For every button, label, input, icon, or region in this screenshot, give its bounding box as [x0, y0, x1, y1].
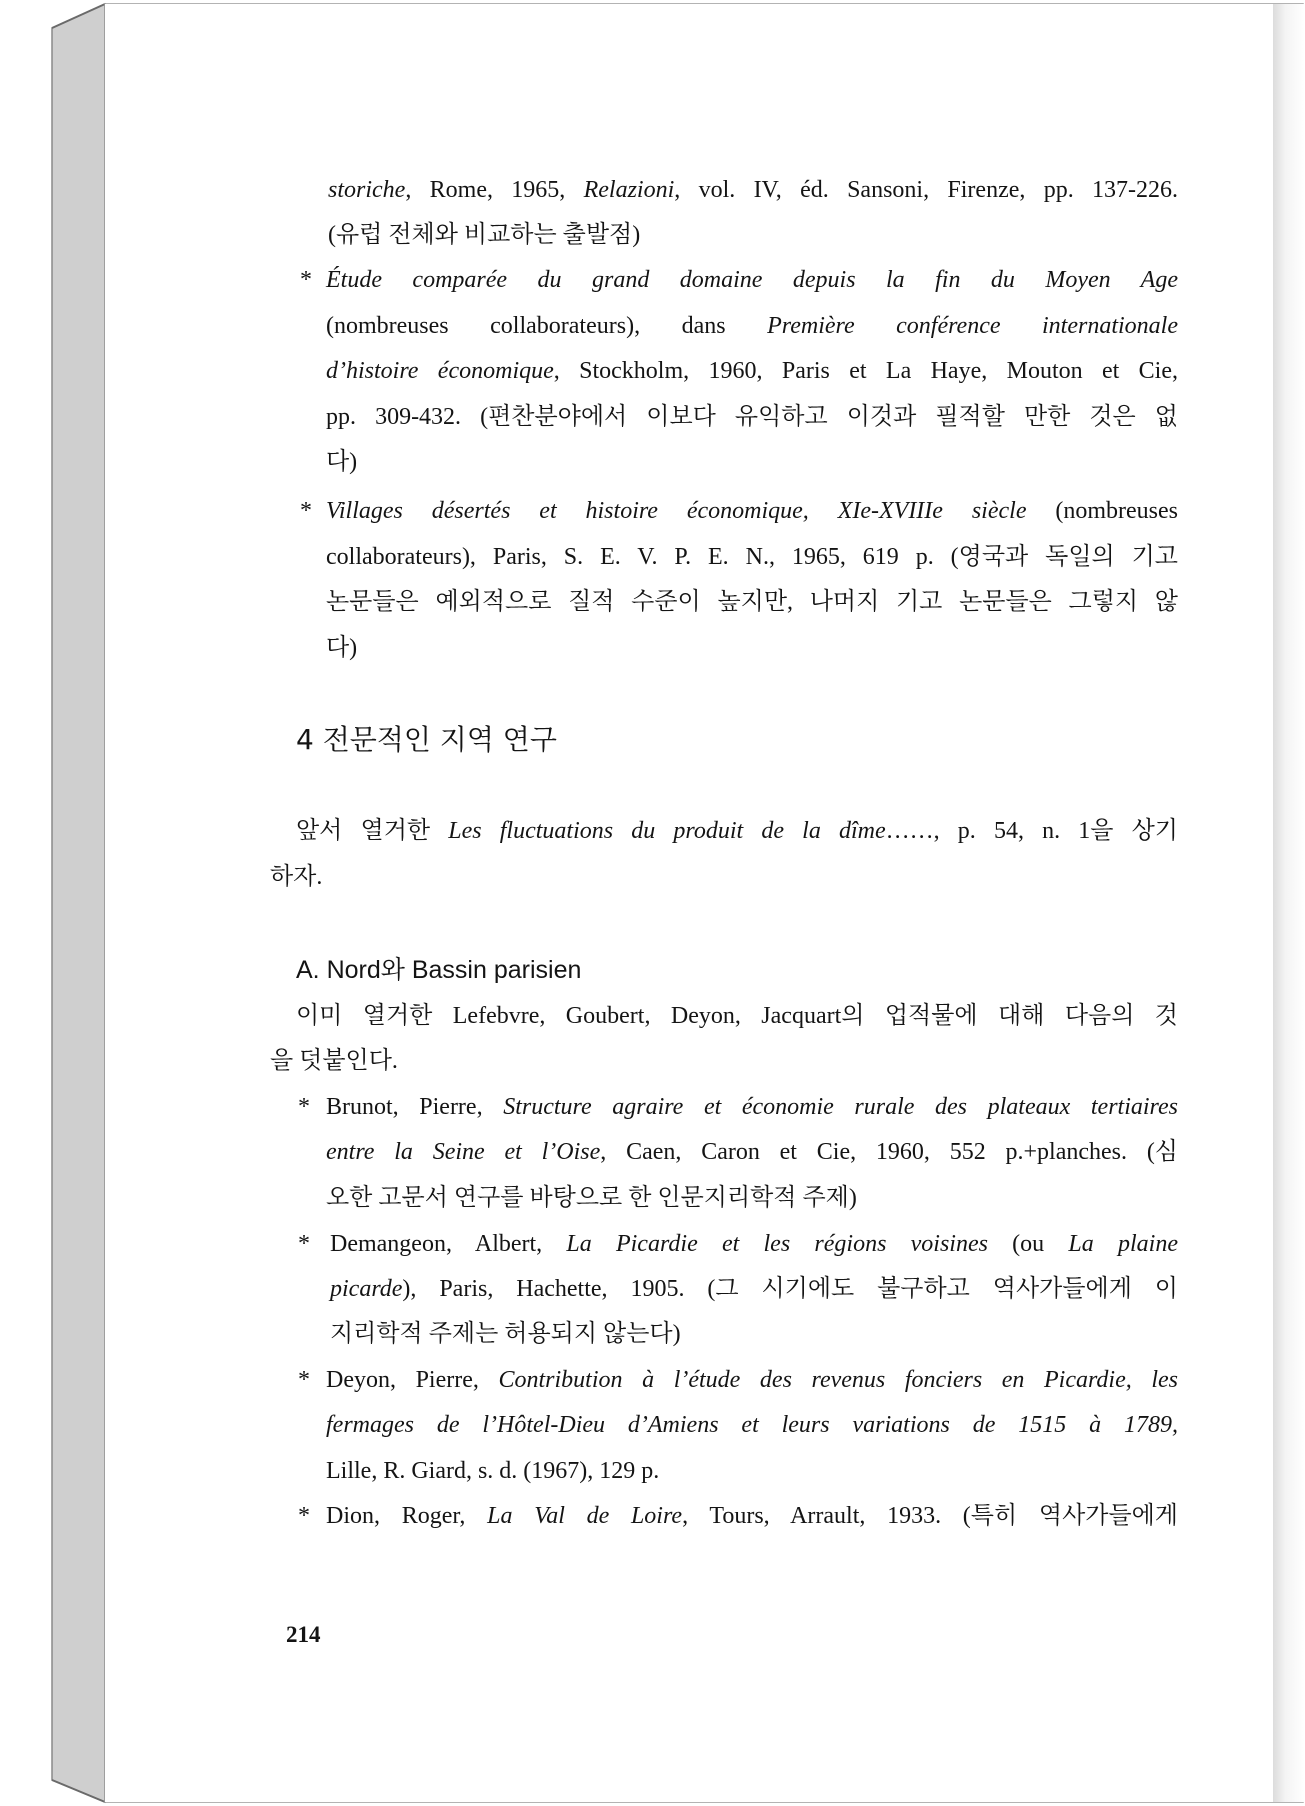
text-line: (유럽 전체와 비교하는 출발점): [328, 222, 641, 248]
text-italic: Les fluctuations du produit de la dîme: [448, 818, 886, 844]
text-italic: La Picardie et les régions voisines: [566, 1231, 988, 1257]
bullet-asterisk: *: [298, 1094, 310, 1120]
text-line: 논문들은 예외적으로 질적 수준이 높지만, 나머지 기고 논문들은 그렇지 않: [326, 589, 1178, 615]
text-line: collaborateurs), Paris, S. E. V. P. E. N., 1965, 619 p. (영국과 독일의 기고: [326, 544, 1178, 570]
text-span: , Rome, 1965,: [405, 177, 584, 203]
text-line: Étude comparée du grand domaine depuis la fin du Moyen Age: [326, 267, 1178, 293]
bullet-asterisk: *: [300, 498, 312, 524]
bullet-asterisk: *: [298, 1503, 310, 1529]
text-line: [326, 495, 1178, 527]
bullet-asterisk: *: [298, 1231, 310, 1257]
book-spine: [52, 4, 105, 1802]
text-line: 을 덧붙인다.: [270, 1048, 398, 1074]
text-italic: Première conférence internationale: [767, 313, 1178, 339]
section-heading: 4 전문적인 지역 연구: [296, 723, 557, 756]
text-span: Brunot, Pierre,: [326, 1094, 504, 1120]
text-line: [326, 355, 1178, 387]
page-number: 214: [286, 1622, 321, 1647]
text-italic: Relazioni: [583, 177, 675, 203]
text-line: [326, 1500, 1178, 1532]
text-line: [326, 1091, 1178, 1123]
text-span: , vol. IV, éd. Sansoni, Firenze, pp. 137-226.: [674, 177, 1179, 203]
text-span: Demangeon, Albert,: [330, 1231, 567, 1257]
text-line: [328, 174, 1178, 206]
text-span: (nombreuses: [1026, 498, 1178, 524]
text-line: fermages de l’Hôtel-Dieu d’Amiens et leurs variations de 1515 à 1789,: [326, 1412, 1178, 1438]
text-span: , Stockholm, 1960, Paris et La Haye, Mouton et Cie,: [553, 358, 1178, 384]
text-line: 다): [326, 449, 358, 475]
text-line: [326, 310, 1178, 342]
text-italic: Structure agraire et économie rurale des plateaux tertiaires: [503, 1094, 1178, 1120]
subsection-heading: A. Nord와 Bassin parisien: [296, 956, 582, 984]
text-italic: d’histoire économique: [326, 358, 554, 384]
text-span: ), Paris, Hachette, 1905. (그 시기에도 불구하고 역사가들에게 이: [402, 1276, 1178, 1302]
text-italic: Contribution à l’étude des revenus fonciers en Picardie, les: [498, 1367, 1178, 1393]
page-edge-shadow: [1273, 4, 1305, 1802]
text-line: 이미 열거한 Lefebvre, Goubert, Deyon, Jacquart의 업적물에 대해 다음의 것: [296, 1003, 1178, 1029]
text-span: , Caen, Caron et Cie, 1960, 552 p.+planches. (심: [600, 1139, 1178, 1165]
text-line: 오한 고문서 연구를 바탕으로 한 인문지리학적 주제): [326, 1185, 857, 1211]
bullet-asterisk: *: [300, 267, 312, 293]
bullet-asterisk: *: [298, 1367, 310, 1393]
text-span: Deyon, Pierre,: [326, 1367, 499, 1393]
text-span: (nombreuses collaborateurs), dans: [326, 313, 768, 339]
text-italic: La Val de Loire: [487, 1503, 683, 1529]
text-italic: storiche: [328, 177, 406, 203]
text-line: [326, 1136, 1178, 1168]
text-italic: entre la Seine et l’Oise: [326, 1139, 601, 1165]
text-span: 앞서 열거한: [296, 818, 449, 844]
text-line: [330, 1273, 1178, 1305]
text-italic: picarde: [330, 1276, 403, 1302]
text-line: [326, 1364, 1178, 1396]
text-line: [296, 815, 1178, 847]
text-line: 하자.: [270, 864, 323, 890]
text-line: 지리학적 주제는 허용되지 않는다): [330, 1321, 681, 1347]
text-italic: Villages désertés et histoire économique, XIe-XVIIIe siècle: [326, 498, 1027, 524]
page-content: [258, 0, 1178, 1806]
text-line: pp. 309-432. (편찬분야에서 이보다 유익하고 이것과 필적할 만한 것은 없: [326, 404, 1178, 430]
text-italic: La plaine: [1068, 1231, 1178, 1257]
text-line: 다): [326, 635, 358, 661]
text-span: , Tours, Arrault, 1933. (특히 역사가들에게: [682, 1503, 1178, 1529]
text-line: [330, 1228, 1178, 1260]
text-span: ……, p. 54, n. 1을 상기: [885, 818, 1178, 844]
text-span: (ou: [987, 1231, 1069, 1257]
text-span: Dion, Roger,: [326, 1503, 488, 1529]
text-line: Lille, R. Giard, s. d. (1967), 129 p.: [326, 1458, 660, 1484]
